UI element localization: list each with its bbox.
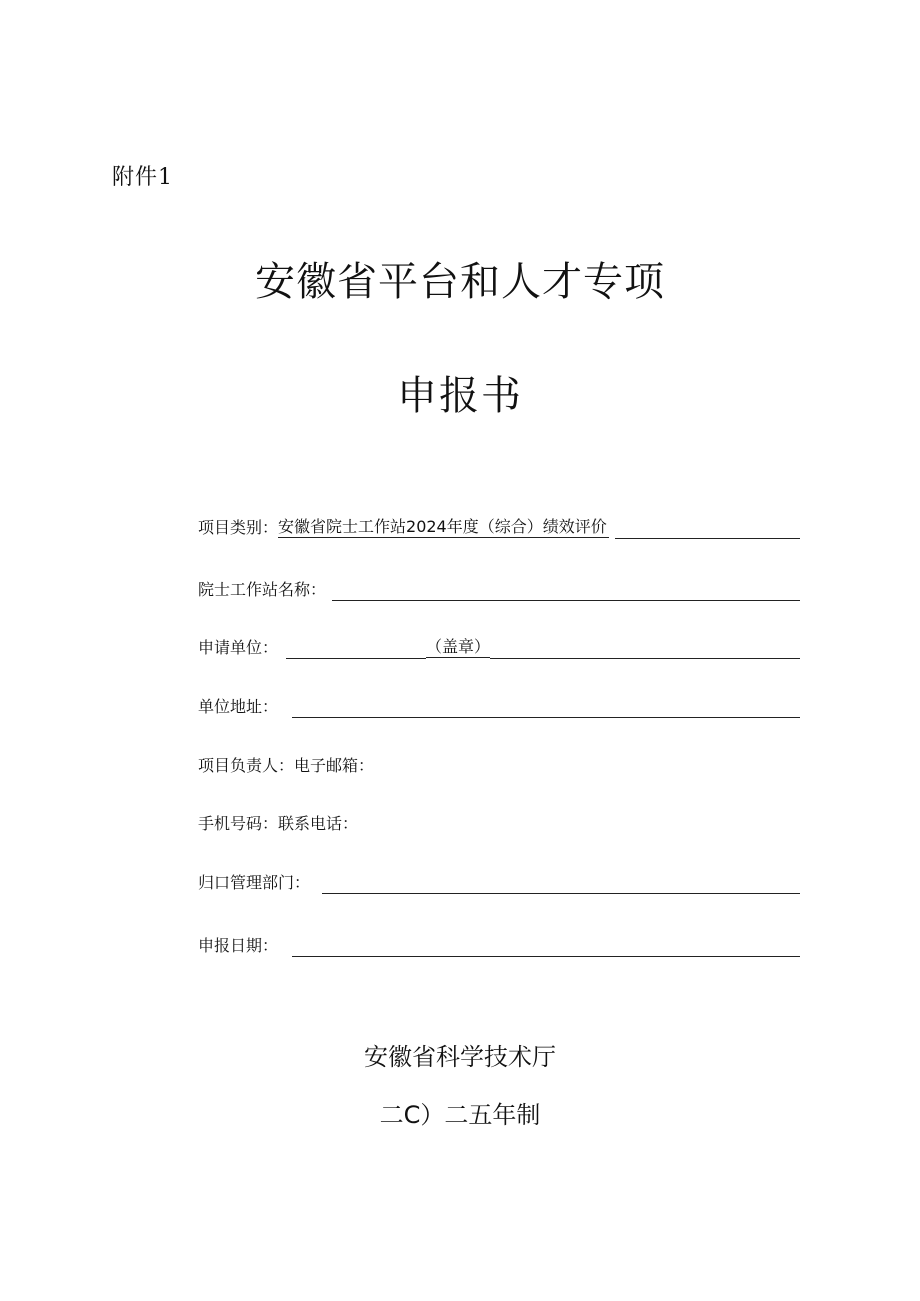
project-category-row: [198, 514, 800, 538]
project-category-label: 项目类别：: [198, 518, 279, 537]
apply-date-label: 申报日期：: [198, 936, 279, 955]
mobile-label: 手机号码：: [198, 814, 279, 833]
project-leader-label: 项目负责人：: [198, 756, 295, 775]
unit-address-label: 单位地址：: [198, 697, 279, 716]
department-field[interactable]: [322, 893, 800, 894]
applicant-unit-field[interactable]: [286, 658, 426, 659]
station-name-field[interactable]: [332, 600, 800, 601]
mobile-phone-row: [198, 810, 800, 834]
attachment-label: 附件1: [112, 165, 173, 190]
project-category-value[interactable]: 安徽省院士工作站2024年度（综合）绩效评价: [278, 517, 607, 536]
department-label: 归口管理部门：: [198, 873, 311, 892]
document-subtitle: 申报书: [397, 373, 523, 419]
document-title: 安徽省平台和人才专项: [255, 259, 665, 305]
email-label: 电子邮箱：: [294, 756, 375, 775]
station-name-label: 院士工作站名称：: [198, 580, 327, 599]
issuer-name: 安徽省科学技术厅: [364, 1043, 556, 1071]
unit-address-row: [198, 693, 800, 717]
unit-address-field[interactable]: [292, 717, 800, 718]
applicant-unit-row: [198, 634, 800, 658]
apply-date-row: [198, 932, 800, 956]
leader-email-row: [198, 752, 800, 776]
applicant-unit-label: 申请单位：: [198, 638, 279, 657]
year-note: 二C）二五年制: [379, 1101, 541, 1129]
seal-note: （盖章）: [426, 637, 491, 656]
apply-date-field[interactable]: [292, 956, 800, 957]
applicant-unit-line[interactable]: [490, 658, 800, 659]
project-category-line[interactable]: [615, 538, 800, 539]
station-name-row: [198, 576, 800, 600]
department-row: [198, 869, 800, 893]
contact-phone-label: 联系电话：: [278, 814, 359, 833]
